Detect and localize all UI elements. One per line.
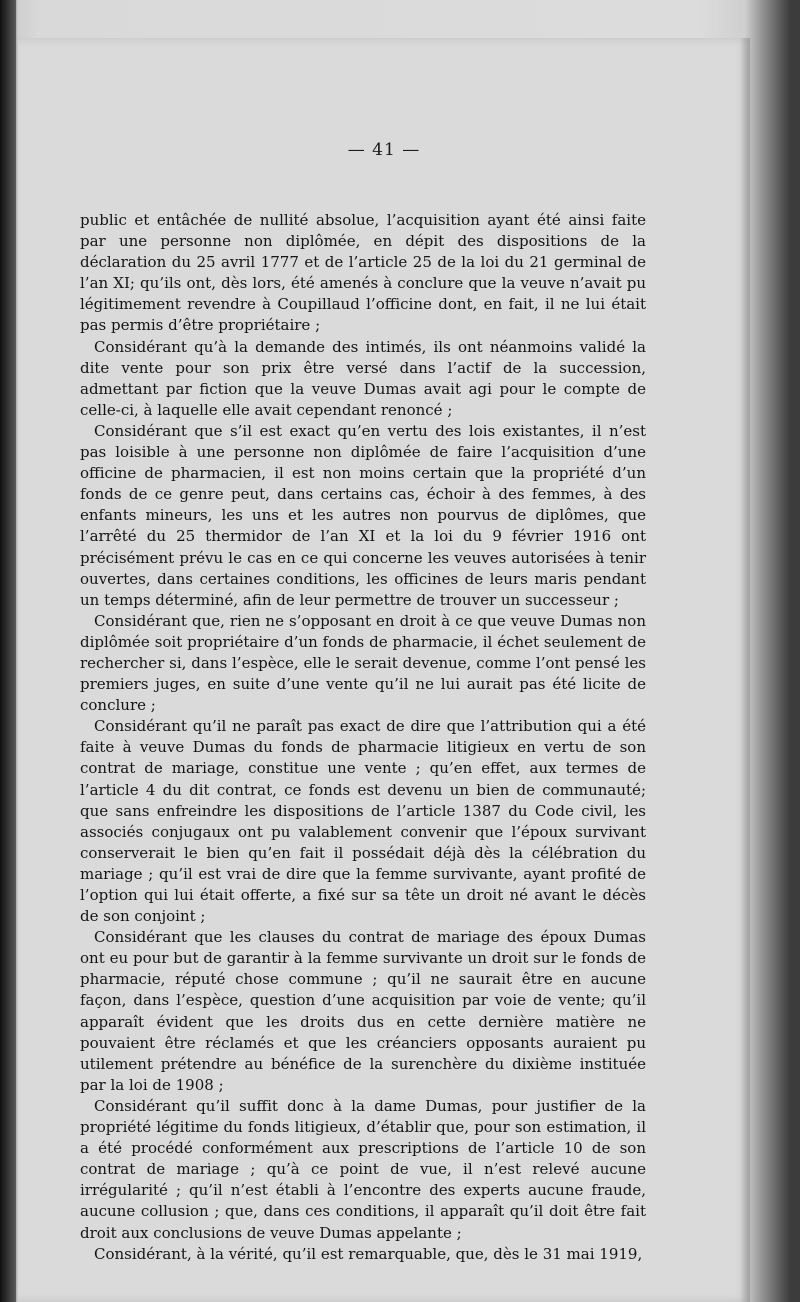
page-number: — 41 — xyxy=(347,140,421,160)
body-text xyxy=(80,210,646,1265)
paragraph-1: public et entâchée de nullité absolue, l’acquisition ayant été ainsi faite par une personne non diplômée, en dépit des dispositions de la déclaration du 25 avril 1777 et de l’article 25 de la loi du 21 germinal de l’an XI; qu’ils ont, dès lors, été amenés à conclure que la veuve n’avait pu légitimement revendre à Coupillaud l’officine dont, en fait, il ne lui était pas permis d’être propriétaire ; xyxy=(80,211,646,335)
page-shadow-edge xyxy=(740,38,750,1302)
paragraph-2: Considérant qu’à la demande des intimés, ils ont néanmoins validé la dite vente pour son prix être versé dans l’actif de la succession, admettant par fiction que la veuve Dumas avait agi pour le compte de celle-ci, à laquelle elle avait cependant renoncé ; xyxy=(80,337,646,419)
paragraph-5: Considérant qu’il ne paraît pas exact de dire que l’attribution qui a été faite à veuve Dumas du fonds de pharmacie litigieux en vertu de son contrat de mariage, constitue une vente ; qu’en effet, aux termes de l’article 4 du dit contrat, ce fonds est devenu un bien de communauté; que sans enfreindre les dispositions de l’article 1387 du Code civil, les associés conjugaux ont pu valablement convenir que l’époux survivant conserverait le bien qu’en fait il possédait déjà dès la célébration du mariage ; qu’il est vrai de dire que la femme survivante, ayant profité de l’option qui lui était offerte, a fixé sur sa tête un droit né avant le décès de son conjoint ; xyxy=(80,717,646,926)
paragraph-4: Considérant que, rien ne s’opposant en droit à ce que veuve Dumas non diplômée soit propriétaire d’un fonds de pharmacie, il échet seulement de rechercher si, dans l’espèce, elle le serait devenue, comme l’ont pensé les premiers juges, en suite d’une vente qu’il ne lui aurait pas été licite de conclure ; xyxy=(80,611,646,715)
paragraph-6: Considérant que les clauses du contrat de mariage des époux Dumas ont eu pour but de garantir à la femme survivante un droit sur le fonds de pharmacie, réputé chose commune ; qu’il ne saurait être en aucune façon, dans l’espèce, question d’une acquisition par voie de vente; qu’il apparaît évident que les droits dus en cette dernière matière ne pouvaient être réclamés et que les créanciers opposants auraient pu utilement prétendre au bénéfice de la surenchère du dixième instituée par la loi de 1908 ; xyxy=(80,928,646,1094)
paragraph-7: Considérant qu’il suffit donc à la dame Dumas, pour justifier de la propriété légitime du fonds litigieux, d’établir que, pour son estimation, il a été procédé conformément aux prescriptions de l’article 10 de son contrat de mariage ; qu’à ce point de vue, il n’est relevé aucune irrégularité ; qu’il n’est établi à l’encontre des experts aucune fraude, aucune collusion ; que, dans ces conditions, il apparaît qu’il doit être fait droit aux conclusions de veuve Dumas appelante ; xyxy=(80,1096,646,1242)
document-page xyxy=(18,38,750,1302)
adjacent-page-edge xyxy=(0,0,16,1302)
paragraph-8: Considérant, à la vérité, qu’il est remarquable, que, dès le 31 mai 1919, xyxy=(94,1244,643,1263)
paragraph-3: Considérant que s’il est exact qu’en vertu des lois existantes, il n’est pas loisible à une personne non diplômée de faire l’acquisition d’une officine de pharmacien, il est non moins certain que la propriété d’un fonds de ce genre peut, dans certains cas, échoir à des femmes, à des enfants mineurs, les uns et les autres non pourvus de diplômes, que l’arrêté du 25 thermidor de l’an XI et la loi du 9 février 1916 ont précisément prévu le cas en ce qui concerne les veuves autorisées à tenir ouvertes, dans certaines conditions, les officines de leurs maris pendant un temps déterminé, afin de leur permettre de trouver un successeur ; xyxy=(80,421,646,609)
